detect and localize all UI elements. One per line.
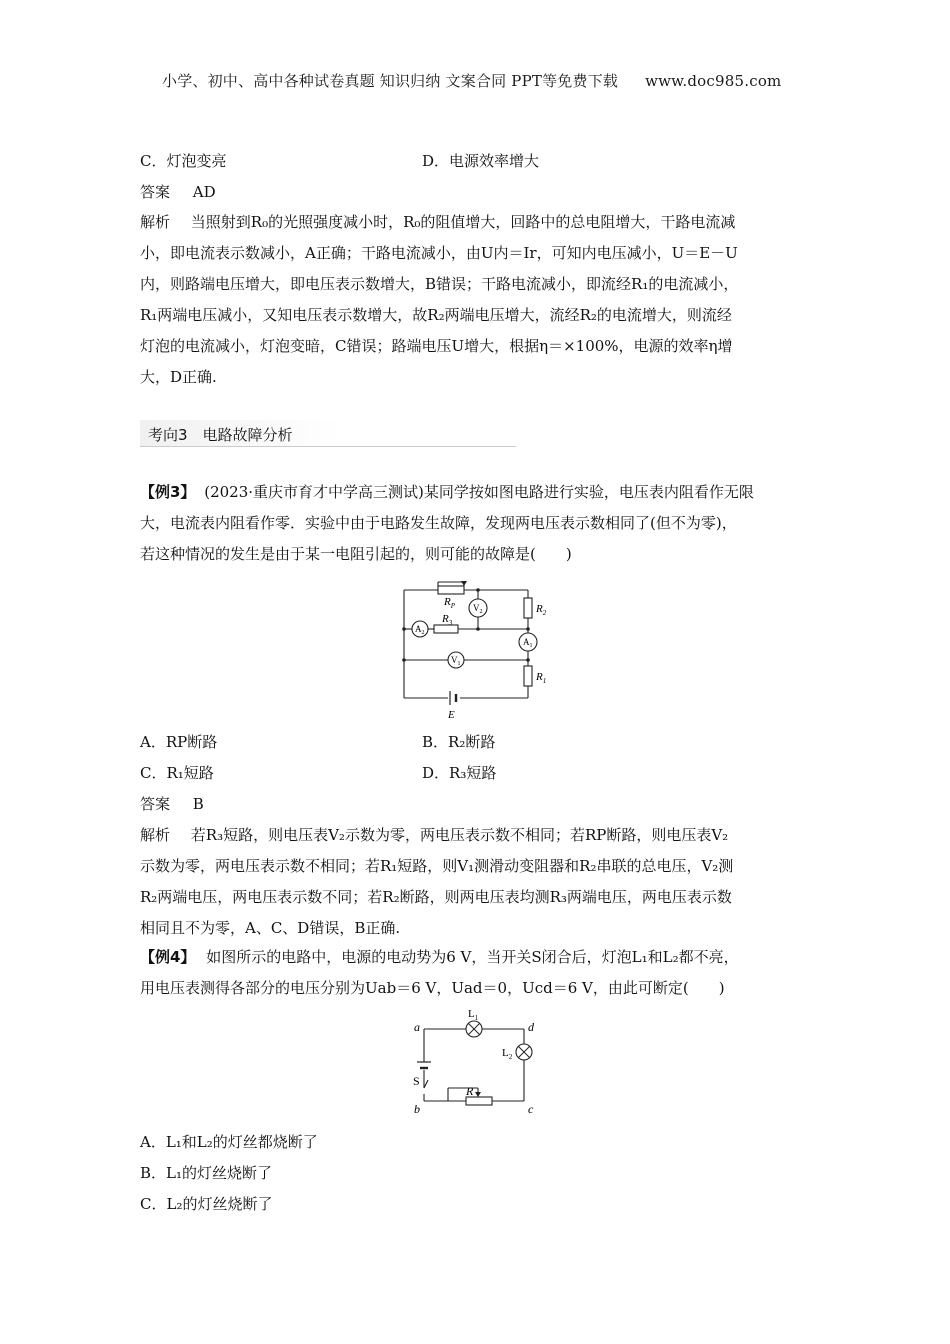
example4-circuit-diagram <box>410 1004 550 1116</box>
analysis-label: 解析 <box>140 213 171 231</box>
section-heading <box>140 420 516 447</box>
example3-analysis-line-3: R₂两端电压，两电压表示数不同；若R₂断路，则两电压表均测R₃两端电压，两电压表示数 <box>140 888 732 906</box>
analysis-line-2: 小，即电流表示数减小，A正确；干路电流减小，由U内＝Ir，可知内电压减小，U＝E－U <box>140 244 738 262</box>
example3-answer-value: B <box>192 795 204 813</box>
example3-line-1 <box>140 482 754 502</box>
example3-circuit-diagram <box>390 578 570 723</box>
answer-row <box>140 182 216 202</box>
answer-label: 答案 <box>140 183 171 201</box>
page-header <box>162 70 781 91</box>
resistor-rp <box>438 586 464 594</box>
example4-option-a: A．L₁和L₂的灯丝都烧断了 <box>140 1133 318 1151</box>
label-r: R <box>466 1084 474 1098</box>
example3-analysis-text: 若R₃短路，则电压表V₂示数为零，两电压表示数不相同；若RP断路，则电压表V₂ <box>190 826 729 844</box>
label-a1: $A_1$ <box>523 637 533 649</box>
example4-text-1: 如图所示的电路中，电源的电动势为6 V，当开关S闭合后，灯泡L₁和L₂都不亮， <box>206 948 739 966</box>
example3-analysis-line-2: 示数为零，两电压表示数不相同；若R₁短路，则V₁测滑动变阻器和R₂串联的总电压，V₂测 <box>140 857 734 875</box>
resistor-r1 <box>524 666 532 686</box>
example3-option-a: A．RP断路 <box>140 733 218 751</box>
example3-option-d: D．R₃短路 <box>422 764 497 782</box>
label-r3: $R_3$ <box>442 613 453 627</box>
example3-analysis-label: 解析 <box>140 826 171 844</box>
example3-option-c: C．R₁短路 <box>140 764 214 782</box>
label-d: d <box>528 1020 534 1034</box>
label-l1: $L_1$ <box>468 1008 479 1022</box>
label-e: E <box>448 709 455 721</box>
answer-value: AD <box>192 183 216 201</box>
example3-analysis-line-1 <box>140 825 728 845</box>
example4-tag: 【例4】 <box>140 948 196 966</box>
label-l2: $L_2$ <box>502 1047 513 1061</box>
example4-line-1 <box>140 947 739 967</box>
analysis-line-1 <box>140 212 735 232</box>
label-rp: $R_P$ <box>444 596 456 610</box>
resistor-r3 <box>434 625 458 633</box>
analysis-line-3: 内，则路端电压增大，即电压表示数增大，B错误；干路电流减小，即流经R₁的电流减小， <box>140 275 739 293</box>
label-r2: $R_2$ <box>536 603 547 617</box>
analysis-text: 当照射到R₀的光照强度减小时，R₀的阻值增大，回路中的总电阻增大，干路电流减 <box>190 213 736 231</box>
label-v1: $V_1$ <box>451 655 461 667</box>
option-d: D．电源效率增大 <box>422 152 540 170</box>
example3-line-3: 若这种情况的发生是由于某一电阻引起的，则可能的故障是( ) <box>140 545 572 563</box>
lamp-l2 <box>516 1044 532 1060</box>
analysis-line-4: R₁两端电压减小，又知电压表示数增大，故R₂两端电压增大，流经R₂的电流增大，则流经 <box>140 306 732 324</box>
analysis-line-6: 大，D正确. <box>140 368 217 386</box>
example3-analysis-line-4: 相同且不为零，A、C、D错误，B正确. <box>140 919 401 937</box>
example3-text-1: (2023·重庆市育才中学高三测试)某同学按如图电路进行实验，电压表内阻看作无限 <box>204 483 754 501</box>
label-s: S <box>413 1074 420 1088</box>
slider-arrow-icon <box>461 581 467 586</box>
slider-arrow-icon <box>475 1092 481 1097</box>
label-v2: $V_2$ <box>473 603 483 615</box>
section-title: 考向3 电路故障分析 <box>148 426 293 444</box>
label-r1: $R_1$ <box>536 671 547 685</box>
example3-answer-label: 答案 <box>140 795 171 813</box>
label-a2: $A_2$ <box>415 624 425 636</box>
lamp-l1 <box>466 1021 482 1037</box>
label-b: b <box>414 1102 420 1116</box>
header-url[interactable]: www.doc985.com <box>645 72 782 90</box>
example3-line-2: 大，电流表内阻看作零．实验中由于电路发生故障，发现两电压表示数相同了(但不为零)， <box>140 514 737 532</box>
analysis-line-5: 灯泡的电流减小，灯泡变暗，C错误；路端电压U增大，根据η＝×100%，电源的效率η增 <box>140 337 733 355</box>
label-c: c <box>528 1102 534 1116</box>
example4-line-2: 用电压表测得各部分的电压分别为Uab＝6 V，Uad＝0，Ucd＝6 V，由此可断定( ) <box>140 979 725 997</box>
example4-option-c: C．L₂的灯丝烧断了 <box>140 1195 273 1213</box>
example3-answer-row <box>140 794 204 814</box>
rheostat-r <box>466 1097 492 1105</box>
resistor-r2 <box>524 598 532 618</box>
header-text: 小学、初中、高中各种试卷真题 知识归纳 文案合同 PPT等免费下载 <box>162 72 619 90</box>
example3-option-b: B．R₂断路 <box>422 733 496 751</box>
label-a: a <box>414 1020 420 1034</box>
option-c: C．灯泡变亮 <box>140 152 227 170</box>
example4-option-b: B．L₁的灯丝烧断了 <box>140 1164 272 1182</box>
example3-tag: 【例3】 <box>140 483 196 501</box>
